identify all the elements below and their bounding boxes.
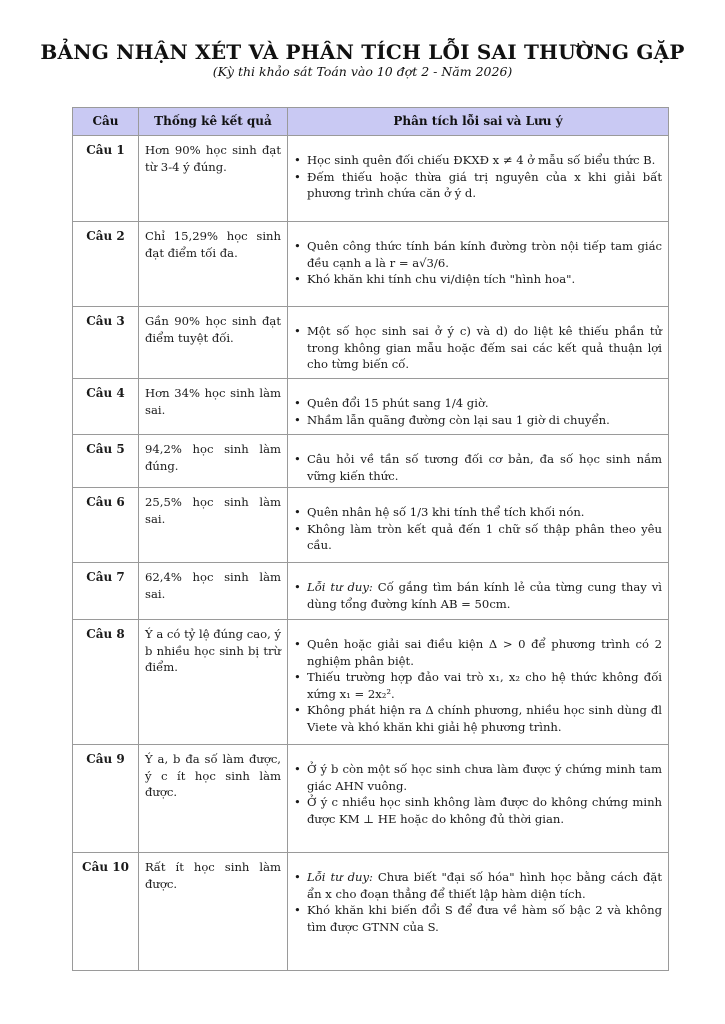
note-list [294, 579, 662, 612]
note-text: Cố gắng tìm bán kính lẻ của từng cung thay vì dùng tổng đường kính AB = 50cm. [307, 580, 662, 611]
note-list [294, 761, 662, 827]
note-text: Ở ý c nhiều học sinh không làm được do không chứng minh được KM ⊥ HE hoặc do không đủ thời gian. [307, 795, 662, 826]
note-text: Quên nhân hệ số 1/3 khi tính thể tích khối nón. [307, 505, 585, 519]
table-row [73, 853, 669, 971]
column-header-analysis: Phân tích lỗi sai và Lưu ý [288, 108, 669, 136]
note-item [294, 636, 662, 669]
error-analysis [288, 136, 669, 222]
note-item [294, 238, 662, 271]
question-number: Câu 3 [73, 307, 139, 379]
page-subtitle: (Kỳ thi khảo sát Toán vào 10 đợt 2 - Năm 2026) [212, 64, 513, 79]
error-analysis [288, 853, 669, 971]
question-number: Câu 6 [73, 488, 139, 563]
table-row [73, 488, 669, 563]
table-row [73, 307, 669, 379]
note-item [294, 323, 662, 373]
note-text: Khó khăn khi biến đổi S để đưa về hàm số bậc 2 và không tìm được GTNN của S. [307, 903, 662, 934]
note-list [294, 152, 662, 202]
note-text: Ở ý b còn một số học sinh chưa làm được ý chứng minh tam giác AHN vuông. [307, 762, 662, 793]
table-row [73, 745, 669, 853]
note-text: Câu hỏi về tần số tương đối cơ bản, đa số học sinh nắm vững kiến thức. [307, 452, 662, 483]
question-number: Câu 10 [73, 853, 139, 971]
note-list [294, 451, 662, 484]
table-row [73, 136, 669, 222]
note-lead: Lỗi tư duy: [307, 580, 373, 594]
note-item [294, 169, 662, 202]
note-text: Học sinh quên đối chiếu ĐKXĐ x ≠ 4 ở mẫu số biểu thức B. [307, 153, 656, 167]
note-text: Một số học sinh sai ở ý c) và d) do liệt kê thiếu phần tử trong không gian mẫu hoặc đếm sai các kết quả thuận lợi cho từng biến cố. [307, 324, 662, 371]
note-item [294, 412, 662, 429]
error-analysis [288, 745, 669, 853]
table-row [73, 563, 669, 620]
result-statistic: Rất ít học sinh làm được. [139, 853, 288, 971]
result-statistic: Chỉ 15,29% học sinh đạt điểm tối đa. [139, 222, 288, 307]
note-item [294, 152, 662, 169]
note-item [294, 395, 662, 412]
note-lead: Lỗi tư duy: [307, 870, 373, 884]
note-text: Quên hoặc giải sai điều kiện Δ > 0 để phương trình có 2 nghiệm phân biệt. [307, 637, 662, 668]
error-analysis [288, 379, 669, 435]
note-item [294, 702, 662, 735]
question-number: Câu 4 [73, 379, 139, 435]
note-item [294, 521, 662, 554]
result-statistic: 25,5% học sinh làm sai. [139, 488, 288, 563]
page-title: BẢNG NHẬN XÉT VÀ PHÂN TÍCH LỖI SAI THƯỜNG GẶP [40, 40, 685, 64]
note-text: Chưa biết "đại số hóa" hình học bằng cách đặt ẩn x cho đoạn thẳng để thiết lập hàm diện tích. [307, 870, 663, 901]
table-row [73, 620, 669, 745]
result-statistic: Hơn 34% học sinh làm sai. [139, 379, 288, 435]
table-header-row [73, 108, 669, 136]
note-item [294, 902, 662, 935]
question-number: Câu 9 [73, 745, 139, 853]
note-list [294, 504, 662, 554]
note-list [294, 395, 662, 428]
result-statistic: Hơn 90% học sinh đạt từ 3-4 ý đúng. [139, 136, 288, 222]
note-text: Quên đổi 15 phút sang 1/4 giờ. [307, 396, 489, 410]
note-item [294, 504, 662, 521]
question-number: Câu 2 [73, 222, 139, 307]
note-text: Không làm tròn kết quả đến 1 chữ số thập phân theo yêu cầu. [307, 521, 662, 552]
result-statistic: 94,2% học sinh làm đúng. [139, 435, 288, 488]
error-analysis-table [72, 107, 669, 971]
note-item [294, 794, 662, 827]
result-statistic: Ý a, b đa số làm được, ý c ít học sinh làm được. [139, 745, 288, 853]
question-number: Câu 1 [73, 136, 139, 222]
question-number: Câu 7 [73, 563, 139, 620]
note-item [294, 669, 662, 702]
note-text: Thiếu trường hợp đảo vai trò x₁, x₂ cho hệ thức không đối xứng x₁ = 2x₂². [307, 670, 662, 701]
note-text: Nhầm lẫn quãng đường còn lại sau 1 giờ di chuyển. [307, 412, 610, 427]
note-item [294, 579, 662, 612]
note-item [294, 271, 662, 288]
result-statistic: Gần 90% học sinh đạt điểm tuyệt đối. [139, 307, 288, 379]
note-text: Không phát hiện ra Δ chính phương, nhiều học sinh dùng đl Viete và khó khăn khi giải hệ phương trình. [307, 703, 662, 734]
note-list [294, 869, 662, 935]
table-row [73, 379, 669, 435]
note-text: Khó khăn khi tính chu vi/diện tích "hình hoa". [307, 272, 576, 286]
result-statistic: 62,4% học sinh làm sai. [139, 563, 288, 620]
note-item [294, 451, 662, 484]
error-analysis [288, 222, 669, 307]
question-number: Câu 5 [73, 435, 139, 488]
error-analysis [288, 563, 669, 620]
table-row [73, 435, 669, 488]
question-number: Câu 8 [73, 620, 139, 745]
table-body [73, 136, 669, 971]
error-analysis [288, 488, 669, 563]
error-analysis [288, 307, 669, 379]
note-list [294, 238, 662, 288]
error-analysis [288, 435, 669, 488]
note-list [294, 636, 662, 735]
note-text: Đếm thiếu hoặc thừa giá trị nguyên của x khi giải bất phương trình chứa căn ở ý d. [307, 169, 662, 200]
column-header-stat: Thống kê kết quả [139, 108, 288, 136]
note-text: Quên công thức tính bán kính đường tròn nội tiếp tam giác đều cạnh a là r = a√3/6. [307, 239, 662, 270]
result-statistic: Ý a có tỷ lệ đúng cao, ý b nhiều học sinh bị trừ điểm. [139, 620, 288, 745]
column-header-cau: Câu [73, 108, 139, 136]
note-list [294, 323, 662, 373]
note-item [294, 761, 662, 794]
error-analysis [288, 620, 669, 745]
table-row [73, 222, 669, 307]
note-item [294, 869, 662, 902]
